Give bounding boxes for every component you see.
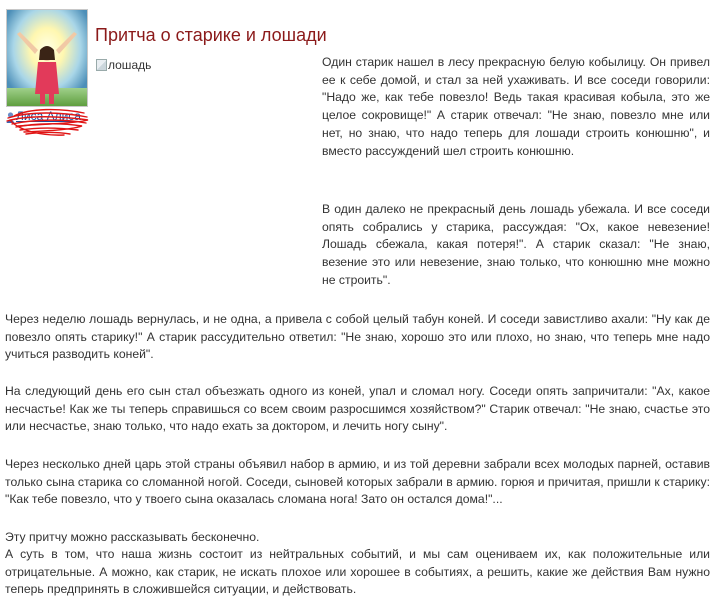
avatar-photo (7, 10, 87, 106)
user-icon (6, 112, 15, 123)
author-name[interactable]: Лиса Алиса (16, 109, 81, 123)
paragraph-3: Через неделю лошадь вернулась, и не одна, а привела с собой целый табун коней. И соседи завистливо ахали: "Ну как де повезло опять старику!" А старик рассудительно ответил: "Не знаю, хорошо это или плохо, но знаю, что теперь мне надо учиться разводить коней". (5, 312, 710, 362)
paragraph-2: В один далеко не прекрасный день лошадь убежала. И все соседи опять собрались у старика, рассуждая: "Ох, какое невезение! Лошадь сбежала, какая потеря!". А старик сказал: "Не знаю, везение это или невезение, знаю только, что конюшню мне можно не строить". (322, 202, 710, 287)
article-image (96, 58, 151, 72)
author-link[interactable] (6, 109, 92, 129)
image-alt-text: лошадь (108, 58, 152, 72)
paragraph-5: Через несколько дней царь этой страны объявил набор в армию, и из той деревни забрали всех молодых парней, оставив только сына старика со сломанной ногой. Соседи, сыновей которых забрали в армию. горюя и причитая, пришли к старику: "Как тебе повезло, что у твоего сына оказалась сломана нога! Зато он остался дома!"... (5, 457, 710, 507)
paragraph-1: Один старик нашел в лесу прекрасную белую кобылицу. Он привел ее к себе домой, и стал за ней ухаживать. И все соседи говорили: "Надо же, как тебе повезло! Ведь такая красивая кобыла, это же целое сокровище!" А старик отвечал: "Не знаю, повезло мне или нет, но знаю, что надо теперь для лошади строить конюшню", и вместо рассуждений шел строить конюшню. (322, 55, 710, 158)
paragraph-7: А суть в том, что наша жизнь состоит из нейтральных событий, и мы сам оцениваем их, как положительные или отрицательные. А можно, как старик, не искать плохое или хорошее в событиях, а решить, какие же действия Вам нужно теперь предпринять в сложившейся ситуации, и действовать. (5, 547, 710, 597)
paragraph-6: Эту притчу можно рассказывать бесконечно. (5, 530, 260, 544)
paragraph-4: На следующий день его сын стал объезжать одного из коней, упал и сломал ногу. Соседи опять запричитали: "Ах, какое несчастье! Как же ты теперь справишься со всем своим разросшимся хозяйством?" Старик отвечал: "Не знаю, счастье это или несчастье, знаю только, что надо ехать за доктором, и лечить ногу сыну". (5, 384, 710, 434)
broken-image-icon (96, 59, 107, 71)
author-avatar[interactable] (6, 9, 88, 107)
article-title: Притча о старике и лошади (95, 25, 327, 45)
